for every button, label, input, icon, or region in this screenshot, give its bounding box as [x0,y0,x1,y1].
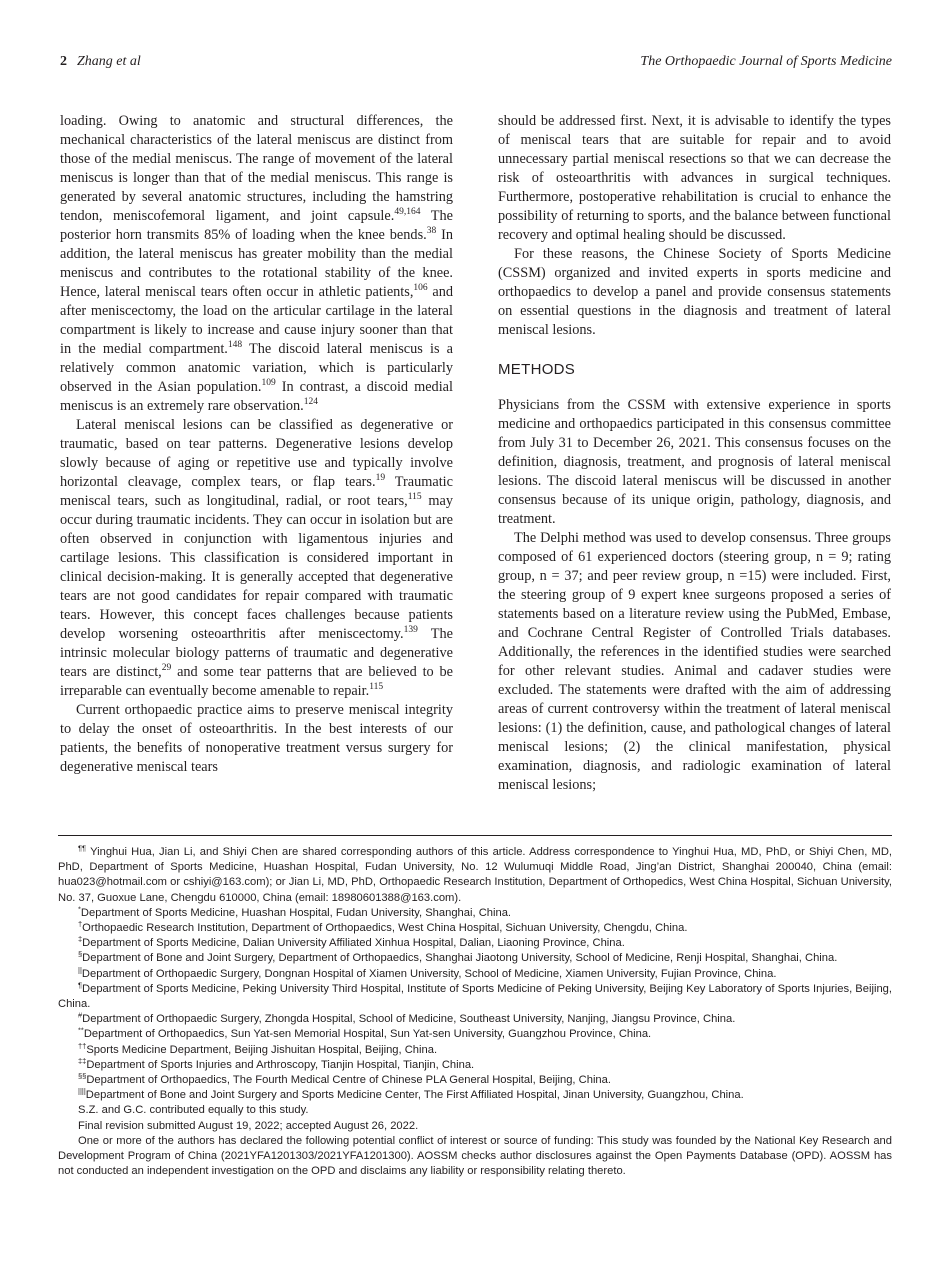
running-header [60,54,892,74]
footnote-mark: |||| [78,1086,86,1096]
paragraph: Physicians from the CSSM with extensive experience in sports medicine and orthopaedics participated in this consensus committee from July 31 to December 26, 2021. This consensus focuses on the definition, diagnosis, treatment, and prognosis of lateral meniscal lesions. The discoid lateral meniscus will be discussed in another consensus because of its unique origin, pathology, diagnosis, and treatment. [498,397,891,527]
header-left [60,54,141,74]
left-column [60,112,453,777]
paragraph [60,112,453,416]
text-run: The discoid lateral meniscus is a relatively common anatomic variation, which is particularly observed in the Asian population. [60,341,453,395]
page-number: 2 [60,54,67,69]
footnote-text: Department of Bone and Joint Surgery, Department of Orthopaedics, Shanghai Jiaotong University, School of Medicine, Renji Hospital, Shanghai, China. [82,952,838,965]
text-run: may occur during traumatic incidents. They can occur in isolation but are often observed in conjunction with ligamentous injuries and cartilage lesions. This classification is considered important in clinical decision-making. It is generally accepted that degenerative tears are not good candidates for repair compared with traumatic tears. However, this concept faces challenges because patients develop worsening osteoarthritis after meniscectomy. [60,493,453,642]
footnote-text: S.Z. and G.C. contributed equally to this study. [78,1104,309,1117]
footnote [58,1103,892,1118]
paragraph [60,416,453,701]
footnote-mark: || [78,964,82,974]
text-run: In addition, the lateral meniscus has greater mobility than the medial meniscus and contributes to the rotational stability of the knee. Hence, lateral meniscal tears often occur in athletic patients, [60,227,454,300]
paragraph: should be addressed first. Next, it is advisable to identify the types of meniscal tears that are suitable for repair and to avoid unnecessary partial meniscal resections so that we can decrease the risk of osteoarthritis with advances in surgical techniques. Furthermore, postoperative rehabilitation is crucial to enhance the possibility of returning to sports, and the balance between functional recovery and optimal healing should be discussed. [498,113,891,243]
citation: 19 [375,473,386,484]
footnote [58,1012,892,1027]
footnote-mark: §§ [78,1071,87,1081]
footnote-text: Department of Sports Medicine, Dalian University Affiliated Xinhua Hospital, Dalian, Liaoning Province, China. [82,937,625,950]
footnote-text: Department of Sports Medicine, Peking University Third Hospital, Institute of Sports Medicine of Peking University, Beijing Key Laboratory of Sports Injuries, Beijing, China. [58,982,892,1011]
text-run: and some tear patterns that are believed to be irreparable can eventually become amenable to repair. [60,664,453,699]
citation: 29 [161,663,172,674]
footnote-text: Department of Orthopaedic Surgery, Dongnan Hospital of Xiamen University, School of Medicine, Xiamen University, Fujian Province, China. [81,967,777,980]
footnote-mark: ** [78,1025,84,1035]
footnote [58,936,892,951]
footnote [58,1088,892,1103]
citation: 124 [303,397,319,408]
text-run: In contrast, a discoid medial meniscus is an extremely rare observation. [60,379,453,414]
text-run: Lateral meniscal lesions can be classified as degenerative or traumatic, based on tear patterns. Degenerative lesions develop slowly because of aging or repetitive use and typically involve horizontal cleavage, complex tears, or flap tears. [60,417,453,490]
citation: 49,164 [394,207,421,218]
footnote-mark: ‡‡ [78,1056,87,1066]
footnote-text: Department of Sports Injuries and Arthroscopy, Tianjin Hospital, Tianjin, China. [86,1058,475,1071]
footnote-mark: ‡ [78,934,83,944]
footnote [58,906,892,921]
citation: 148 [227,340,243,351]
header-journal: The Orthopaedic Journal of Sports Medicine [640,54,892,69]
footnote [58,964,892,982]
text-run: and after meniscectomy, the load on the articular cartilage in the lateral compartment is likely to increase and cause injury sooner than that in the medial compartment. [60,284,453,357]
section-heading-methods: METHODS [498,361,576,378]
footnotes [58,845,892,1179]
footnote-mark: ¶ [78,980,83,990]
footnote [58,1073,892,1088]
footnote-text: Department of Orthopaedics, Sun Yat-sen Memorial Hospital, Sun Yat-sen University, Guangzhou Province, China. [83,1028,652,1041]
footnote-text: Department of Orthopaedics, The Fourth Medical Centre of Chinese PLA General Hospital, Beijing, China. [86,1074,611,1087]
citation: 106 [413,283,428,294]
citation: 115 [369,682,384,693]
footnote-text: Sports Medicine Department, Beijing Jishuitan Hospital, Beijing, China. [86,1043,438,1056]
text-run: The posterior horn transmits 85% of loading when the knee bends. [60,208,454,243]
citation: 38 [426,226,437,237]
footnote [58,1119,892,1134]
citation: 109 [261,378,276,389]
footnote [58,1058,892,1073]
text-run: Traumatic meniscal tears, such as longitudinal, radial, or root tears, [60,474,453,509]
footnote [58,921,892,936]
right-column [498,112,891,795]
header-authors: Zhang et al [77,54,141,69]
paragraph: Current orthopaedic practice aims to preserve meniscal integrity to delay the onset of osteoarthritis. In the best interests of our patients, the benefits of nonoperative treatment versus surgery for degenerative meniscal tears [60,702,453,775]
footnote [58,1027,892,1042]
footnote-text: Department of Sports Medicine, Huashan Hospital, Fudan University, Shanghai, China. [80,906,512,919]
footnote-mark: § [78,949,83,959]
footnote-text: Orthopaedic Research Institution, Department of Orthopaedics, West China Hospital, Sichuan University, Chengdu, China. [82,922,688,935]
footnote-text: Yinghui Hua, Jian Li, and Shiyi Chen are shared corresponding authors of this article. Address correspondence to Yinghui Hua, MD, PhD, or Shiyi Chen, MD, PhD, Department of Sports Medicine, Huashan Hospital, Fudan University, No. 12 Wulumuqi Middle Road, Jing’an District, Shanghai 200040, China (email: hua023@hotmail.com or cshiyi@163.com); or Jian Li, MD, PhD, Orthopaedic Research Institution, Department of Orthopedics, West China Hospital, Sichuan University, No. 37, Guoxue Lane, Chengdu 610000, China (email: 18980601388@163.com). [58,846,893,904]
footnote-divider [58,835,892,836]
footnote [58,1040,892,1058]
footnote-text: Department of Orthopaedic Surgery, Zhongda Hospital, School of Medicine, Southeast University, Nanjing, Jiangsu Province, China. [82,1013,736,1026]
text-run: loading. Owing to anatomic and structural differences, the mechanical characteristics of the lateral meniscus are distinct from those of the medial meniscus. The range of movement of the lateral meniscus is longer than that of the medial meniscus. This range is generated by several anatomic structures, including the hamstring tendon, meniscofemoral ligament, and joint capsule. [60,113,453,224]
citation: 115 [407,492,422,503]
footnote-text: Department of Bone and Joint Surgery and Sports Medicine Center, The First Affiliated Hospital, Jinan University, Guangzhou, China. [85,1089,744,1102]
footnote [58,951,892,966]
footnote-mark: # [78,1010,83,1020]
footnote-text: One or more of the authors has declared the following potential conflict of interest or source of funding: This study was founded by the National Key Research and Development Program of China (2021YFA1201303/2021YFA1201300). AOSSM checks author disclosures against the Open Payments Database (OPD). AOSSM has not conducted an independent investigation on the OPD and disclaims any liability or responsibility relating thereto. [58,1134,892,1178]
footnote [58,1134,892,1180]
paragraph: For these reasons, the Chinese Society of Sports Medicine (CSSM) organized and invited experts in sports medicine and orthopaedics to develop a panel and provide consensus statements on essential questions in the diagnosis and treatment of lateral meniscal lesions. [498,246,891,338]
footnote-mark: † [78,919,83,929]
citation: 139 [403,625,418,636]
footnote [58,845,892,906]
footnote [58,982,892,1012]
footnote-text: Final revision submitted August 19, 2022; accepted August 26, 2022. [78,1119,419,1132]
footnote-mark: †† [78,1040,87,1050]
footnote-mark: ¶¶ [78,843,87,853]
text-run: The intrinsic molecular biology patterns of traumatic and degenerative tears are distinct, [60,626,454,680]
paragraph: The Delphi method was used to develop consensus. Three groups composed of 61 experienced doctors (steering group, n = 9; rating group, n = 37; and peer review group, n =15) were included. First, the steering group of 9 expert knee surgeons proposed a series of statements based on a literature review using the PubMed, Embase, and Cochrane Central Register of Controlled Trials databases. Additionally, the references in the identified studies were searched for other relevant studies. Animal and cadaver studies were excluded. The statements were drafted with the aim of addressing areas of current controversy within the treatment of lateral meniscal lesions: (1) the definition, cause, and pathological changes of lateral meniscal lesions; (2) the clinical manifestation, physical examination, diagnosis, and radiologic examination of lateral meniscal lesions; [498,530,891,793]
footnote-mark: * [78,904,81,914]
